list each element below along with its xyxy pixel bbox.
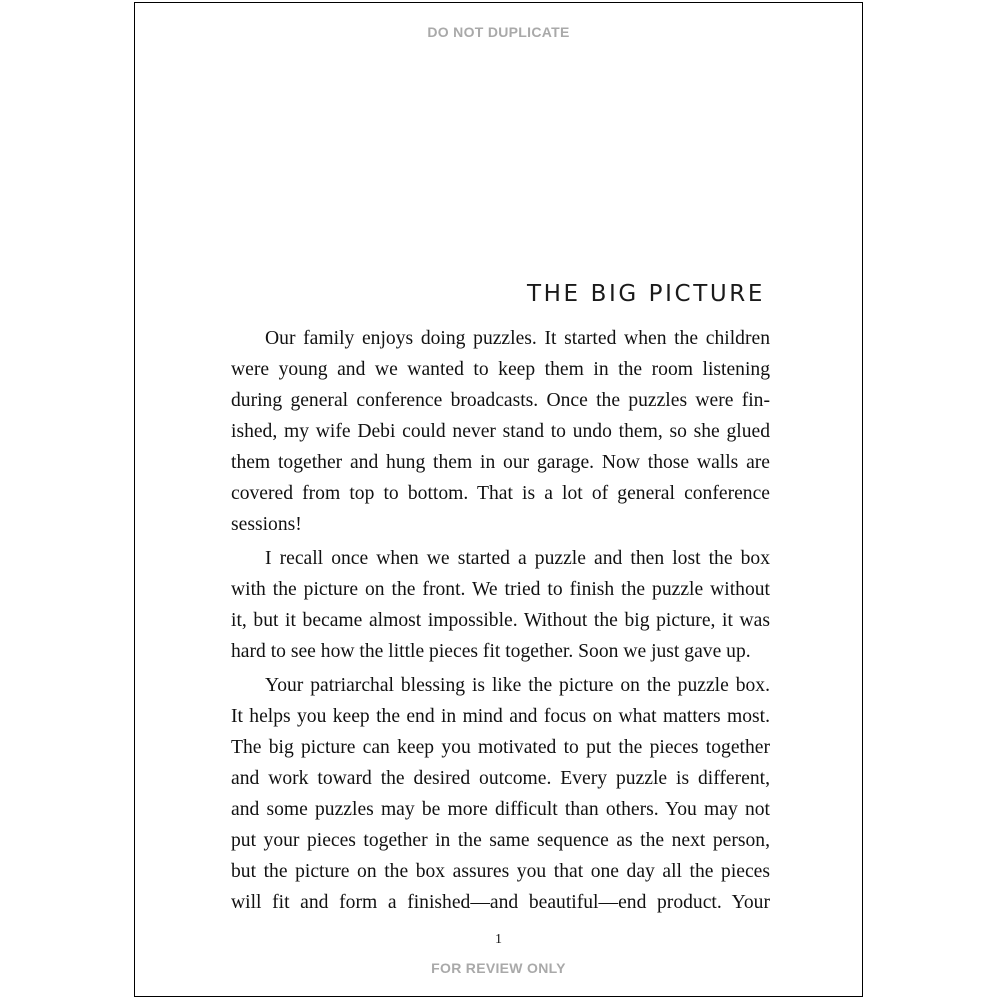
text-line: The big picture can keep you motivated to put the pieces together [231, 737, 770, 758]
body-text [231, 323, 770, 918]
text-line: and work toward the desired outcome. Every puzzle is different, [231, 768, 770, 789]
text-line: I recall once when we started a puzzle and then lost the box [265, 548, 770, 569]
text-line: hard to see how the little pieces fit together. Soon we just gave up. [231, 641, 751, 662]
watermark-top: DO NOT DUPLICATE [427, 24, 570, 40]
text-line: during general conference broadcasts. Once the puzzles were fin- [231, 390, 770, 411]
text-line: It helps you keep the end in mind and focus on what matters most. [231, 706, 770, 727]
text-line: and some puzzles may be more difficult than others. You may not [231, 799, 770, 820]
text-line: but the picture on the box assures you that one day all the pieces [231, 861, 770, 882]
text-line: it, but it became almost impossible. Without the big picture, it was [231, 610, 770, 631]
paragraph-3 [231, 670, 770, 918]
book-page [134, 2, 863, 997]
text-line: with the picture on the front. We tried to finish the puzzle without [231, 579, 770, 600]
text-line: Your patriarchal blessing is like the picture on the puzzle box. [265, 675, 770, 696]
text-line: Our family enjoys doing puzzles. It started when the children [265, 328, 770, 349]
text-line: put your pieces together in the same sequence as the next person, [231, 830, 770, 851]
paragraph-1 [231, 323, 770, 540]
paragraph-2 [231, 543, 770, 667]
watermark-bottom: FOR REVIEW ONLY [431, 960, 566, 976]
page-number: 1 [495, 932, 502, 947]
text-line: sessions! [231, 514, 302, 535]
text-line: covered from top to bottom. That is a lot of general conference [231, 483, 770, 504]
text-line: them together and hung them in our garage. Now those walls are [231, 452, 770, 473]
text-line: were young and we wanted to keep them in the room listening [231, 359, 770, 380]
text-line: will fit and form a finished—and beautiful—end product. Your [231, 892, 770, 913]
text-line: ished, my wife Debi could never stand to undo them, so she glued [231, 421, 770, 442]
chapter-title: THE BIG PICTURE [527, 281, 765, 307]
